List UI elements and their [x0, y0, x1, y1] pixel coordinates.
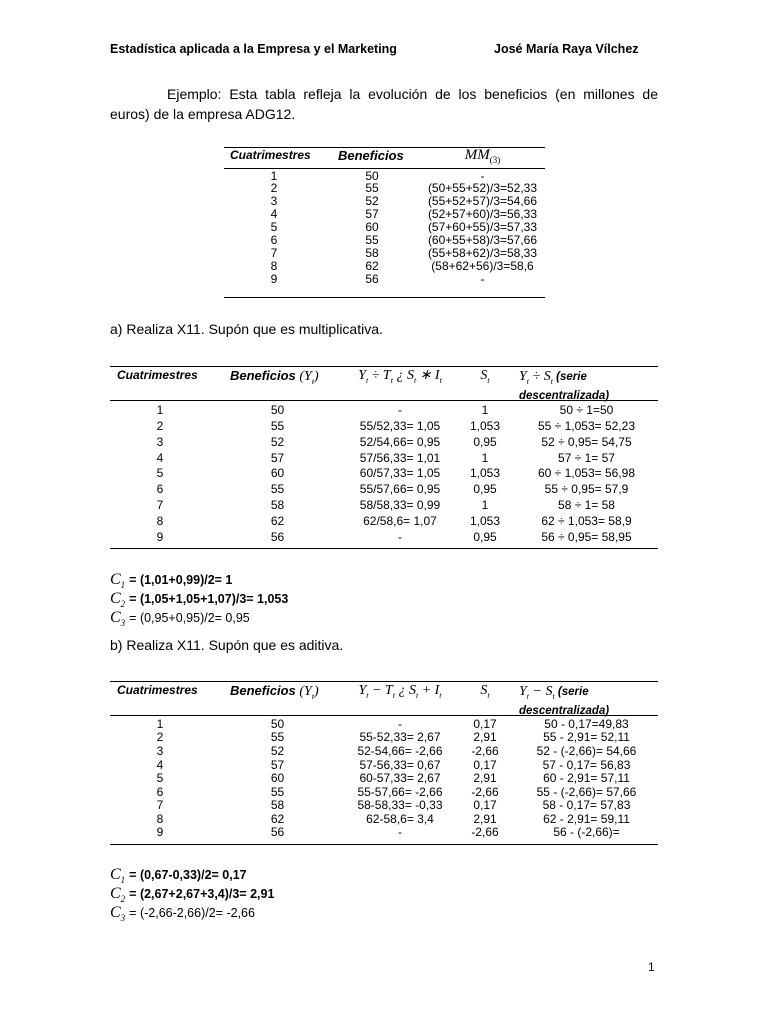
table-cell: 8 — [156, 514, 164, 529]
page-number: 1 — [648, 960, 655, 974]
table-cell: 50 — [270, 402, 285, 417]
table2-header-rule — [110, 400, 658, 401]
c-formula-3 — [110, 609, 250, 628]
table-row — [110, 530, 658, 546]
table-cell: 62-58,6= 3,4 — [366, 811, 434, 826]
c-symbol: $C_2$ — [110, 885, 126, 905]
table-row — [110, 450, 658, 466]
table-cell: 9 — [156, 825, 164, 840]
c-expression: = (-2,66-2,66)/2= -2,66 — [129, 906, 255, 920]
table-cell: 62 ÷ 1,053= 58,9 — [541, 514, 632, 529]
table-cell: 4 — [270, 207, 278, 222]
table-cell: 9 — [270, 271, 278, 286]
table-cell: 4 — [156, 450, 164, 465]
table-cell: 55 — [365, 233, 379, 248]
table-row — [110, 498, 658, 514]
table-cell: 55 — [270, 418, 285, 433]
table-cell: 62 - 2,91= 59,11 — [543, 811, 630, 826]
table-cell: (57+60+55)/3=57,33 — [427, 220, 538, 235]
table-cell: 57-56,33= 0,67 — [359, 757, 441, 772]
table2-header-desc: $Y_t \div S_t$ (serie descentralizada) — [519, 369, 610, 402]
table-cell: 56 — [365, 271, 379, 286]
c-symbol: $C_2$ — [110, 590, 126, 610]
table-cell: 1 — [156, 402, 164, 417]
table-cell: (50+55+52)/3=52,33 — [427, 181, 538, 196]
table-cell: 55 — [270, 784, 285, 799]
header-author: José María Raya Vílchez — [494, 42, 639, 56]
table-cell: 7 — [270, 245, 278, 260]
table-row — [224, 273, 545, 286]
c-expression: = (1,01+0,99)/2= 1 — [129, 573, 233, 587]
table3-header-rule — [110, 715, 658, 716]
table-cell: 3 — [270, 194, 278, 209]
table-cell: 3 — [156, 434, 164, 449]
table3-header-diff: $Y_t - T_t$ ¿ $S_t + I_t$ — [358, 683, 442, 700]
table-cell: 52 ÷ 0,95= 54,75 — [541, 434, 632, 449]
table-cell: 8 — [270, 258, 278, 273]
table-cell: 58 — [270, 498, 285, 513]
table-cell: 60 - 2,91= 57,11 — [543, 771, 630, 786]
table-cell: -2,66 — [471, 784, 499, 799]
table-cell: -2,66 — [471, 825, 499, 840]
table-cell: 2 — [156, 730, 164, 745]
table3-header-cuatrimestres: Cuatrimestres — [117, 683, 198, 697]
table-cell: 4 — [156, 757, 164, 772]
table-row — [110, 799, 658, 813]
table-cell: 56 - (-2,66)= — [553, 825, 620, 840]
table-cell: 6 — [270, 233, 278, 248]
table-cell: 58/58,33= 0,99 — [359, 498, 441, 513]
table-cell: 1 — [481, 450, 489, 465]
table-cell: 62 — [270, 514, 285, 529]
table1-header-beneficios: Beneficios — [338, 148, 404, 163]
table3-top-rule — [110, 681, 658, 682]
table-cell: 1 — [156, 716, 164, 731]
table-cell: 2,91 — [473, 811, 497, 826]
table-cell: 9 — [156, 530, 164, 545]
table-cell: 0,95 — [473, 434, 497, 449]
c-expression: = (0,95+0,95)/2= 0,95 — [129, 611, 250, 625]
table-cell: 2,91 — [473, 730, 497, 745]
table-cell: 2,91 — [473, 771, 497, 786]
table-cell: 58 — [365, 245, 379, 260]
table-cell: 55/57,66= 0,95 — [359, 482, 441, 497]
table-cell: 52/54,66= 0,95 — [359, 434, 441, 449]
table-cell: 55-52,33= 2,67 — [359, 730, 441, 745]
table-cell: 50 ÷ 1=50 — [559, 402, 614, 417]
table-cell: - — [398, 716, 402, 731]
table-cell: 56 ÷ 0,95= 58,95 — [541, 530, 632, 545]
table-cell: 57 - 0,17= 56,83 — [542, 757, 631, 772]
table-cell: 60/57,33= 1,05 — [359, 466, 441, 481]
table-cell: 6 — [156, 784, 164, 799]
table-cell: - — [398, 530, 402, 545]
table-cell: 8 — [156, 811, 164, 826]
table-cell: 57 — [270, 450, 285, 465]
table-cell: 55 ÷ 0,95= 57,9 — [544, 482, 629, 497]
table-cell: 60-57,33= 2,67 — [359, 771, 441, 786]
table-cell: 7 — [156, 798, 164, 813]
table-row — [110, 772, 658, 786]
c-symbol: $C_1$ — [110, 866, 126, 886]
c-expression: = (0,67-0,33)/2= 0,17 — [129, 868, 247, 882]
table-cell: 55/52,33= 1,05 — [359, 418, 441, 433]
table2-bottom-rule — [110, 548, 658, 549]
table-cell: 50 — [270, 716, 285, 731]
table-cell: 7 — [156, 498, 164, 513]
table-cell: 1 — [481, 498, 489, 513]
table-cell: 52 — [270, 743, 285, 758]
table-cell: 2 — [156, 418, 164, 433]
table-cell: 0,17 — [473, 798, 497, 813]
table-cell: - — [480, 271, 485, 286]
table-cell: - — [398, 402, 402, 417]
table1-bottom-rule — [224, 297, 545, 298]
c-formula-1 — [110, 866, 247, 885]
table-cell: 6 — [156, 482, 164, 497]
table-cell: -2,66 — [471, 743, 499, 758]
table-cell: 60 — [270, 466, 285, 481]
table-cell: 1 — [270, 168, 278, 183]
table-row — [110, 514, 658, 530]
c-symbol: $C_3$ — [110, 609, 126, 629]
table-cell: 50 - 0,17=49,83 — [544, 716, 629, 731]
table-cell: (58+62+56)/3=58,6 — [431, 258, 534, 273]
intro-paragraph: Ejemplo: Esta tabla refleja la evolución de los beneficios (en millones de euros) de la empresa ADG12. — [110, 86, 658, 122]
table2 — [110, 370, 658, 546]
table2-header-beneficios: Beneficios $(Y_t)$ — [230, 368, 319, 386]
table-cell: - — [480, 168, 485, 183]
table-cell: 52-54,66= -2,66 — [357, 743, 443, 758]
table-cell: 0,17 — [473, 716, 497, 731]
table-cell: 58 — [270, 798, 285, 813]
table-cell: 55-57,66= -2,66 — [357, 784, 443, 799]
table-cell: 56 — [270, 530, 285, 545]
table-row — [110, 403, 658, 419]
table3-header-desc: $Y_t - S_t$ (serie descentralizada) — [519, 684, 610, 717]
table-cell: 58 - 0,17= 57,83 — [542, 798, 631, 813]
table3-header-st: $S_t$ — [480, 683, 490, 700]
table-cell: 62/58,6= 1,07 — [363, 514, 437, 529]
c-formula-2 — [110, 885, 274, 904]
table-row — [110, 419, 658, 435]
table-cell: 62 — [365, 258, 379, 273]
table-cell: 55 ÷ 1,053= 52,23 — [537, 418, 635, 433]
table-cell: 57 ÷ 1= 57 — [558, 450, 615, 465]
table-row — [110, 745, 658, 759]
table2-header-st: $S_t$ — [480, 368, 490, 385]
table-row — [110, 731, 658, 745]
table-cell: 0,95 — [473, 482, 497, 497]
table3 — [110, 685, 658, 840]
c-formula-2 — [110, 590, 288, 609]
table-cell: 60 — [270, 771, 285, 786]
table-cell: 57 — [365, 207, 379, 222]
table-cell: 57/56,33= 1,01 — [359, 450, 441, 465]
table-cell: 58 ÷ 1= 58 — [558, 498, 615, 513]
c-formula-1 — [110, 571, 232, 590]
table-cell: 52 - (-2,66)= 54,66 — [536, 743, 637, 758]
table-row — [110, 827, 658, 841]
table-cell: 1,053 — [469, 466, 501, 481]
table-cell: 55 — [270, 730, 285, 745]
table-cell: - — [398, 825, 402, 840]
table-cell: 58-58,33= -0,33 — [357, 798, 443, 813]
c-symbol: $C_1$ — [110, 571, 126, 591]
table1 — [224, 147, 545, 286]
table-cell: 5 — [270, 220, 278, 235]
table-cell: (55+58+62)/3=58,33 — [427, 245, 538, 260]
table-cell: 5 — [156, 466, 164, 481]
c-formula-3 — [110, 904, 255, 923]
table-cell: 55 — [270, 482, 285, 497]
question-a: a) Realiza X11. Supón que es multiplicativa. — [110, 321, 383, 337]
table-row — [110, 482, 658, 498]
table1-header-mm3: $MM_{(3)}$ — [464, 147, 501, 165]
table-cell: (60+55+58)/3=57,66 — [427, 233, 538, 248]
table-cell: 60 — [365, 220, 379, 235]
table-cell: 56 — [270, 825, 285, 840]
table-cell: 62 — [270, 811, 285, 826]
question-b: b) Realiza X11. Supón que es aditiva. — [110, 637, 344, 653]
table-cell: 1,053 — [469, 418, 501, 433]
table2-header-ratio: $Y_t \div T_t$ ¿ $S_t$ ∗ $I_t$ — [358, 368, 442, 385]
table-cell: 3 — [156, 743, 164, 758]
table-row — [110, 435, 658, 451]
table-cell: 5 — [156, 771, 164, 786]
table3-header-beneficios: Beneficios $(Y_t)$ — [230, 683, 319, 701]
table-cell: 60 ÷ 1,053= 56,98 — [537, 466, 635, 481]
table-cell: 55 - 2,91= 52,11 — [543, 730, 630, 745]
table1-header-rule — [224, 168, 545, 169]
table-cell: 52 — [365, 194, 379, 209]
table-cell: (55+52+57)/3=54,66 — [427, 194, 538, 209]
table-cell: 52 — [270, 434, 285, 449]
table-cell: 1 — [481, 402, 489, 417]
header-title: Estadística aplicada a la Empresa y el Marketing — [110, 42, 397, 56]
c-expression: = (1,05+1,05+1,07)/3= 1,053 — [129, 592, 289, 606]
table1-header-cuatrimestres: Cuatrimestres — [230, 148, 311, 162]
table2-header-cuatrimestres: Cuatrimestres — [117, 368, 198, 382]
table-cell: 1,053 — [469, 514, 501, 529]
c-expression: = (2,67+2,67+3,4)/3= 2,91 — [129, 887, 275, 901]
table3-bottom-rule — [110, 844, 658, 845]
table-cell: 2 — [270, 181, 278, 196]
table2-top-rule — [110, 366, 658, 367]
table-cell: 55 - (-2,66)= 57,66 — [536, 784, 637, 799]
table-row — [110, 466, 658, 482]
table-cell: 50 — [365, 168, 379, 183]
table-cell: 0,95 — [473, 530, 497, 545]
table-cell: 55 — [365, 181, 379, 196]
table-cell: 0,17 — [473, 757, 497, 772]
table-cell: 57 — [270, 757, 285, 772]
c-symbol: $C_3$ — [110, 904, 126, 924]
table-cell: (52+57+60)/3=56,33 — [427, 207, 538, 222]
